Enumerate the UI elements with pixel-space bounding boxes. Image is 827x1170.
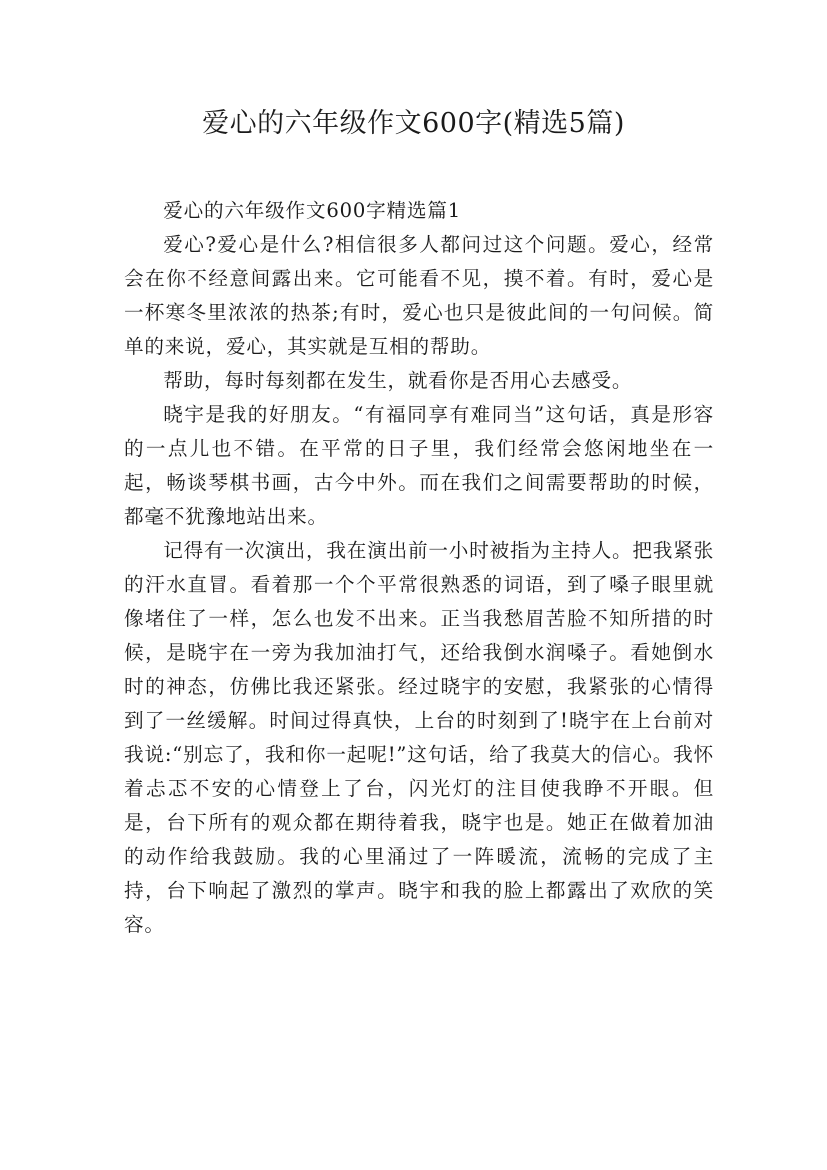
document-body (124, 194, 714, 942)
paragraph: 记得有一次演出，我在演出前一小时被指为主持人。把我紧张的汗水直冒。看着那一个个平常很熟悉的词语，到了嗓子眼里就像堵住了一样，怎么也发不出来。正当我愁眉苦脸不知所措的时候，是晓宇在一旁为我加油打气，还给我倒水润嗓子。看她倒水时的神态，仿佛比我还紧张。经过晓宇的安慰，我紧张的心情得到了一丝缓解。时间过得真快，上台的时刻到了!晓宇在上台前对我说:“别忘了，我和你一起呢!”这句话，给了我莫大的信心。我怀着忐忑不安的心情登上了台，闪光灯的注目使我睁不开眼。但是，台下所有的观众都在期待着我，晓宇也是。她正在做着加油的动作给我鼓励。我的心里涌过了一阵暖流，流畅的完成了主持，台下响起了激烈的掌声。晓宇和我的脸上都露出了欢欣的笑容。 (124, 539, 714, 936)
section-heading: 爱心的六年级作文600字精选篇1 (163, 199, 461, 222)
paragraph: 晓宇是我的好朋友。“有福同享有难同当”这句话，真是形容的一点儿也不错。在平常的日子里，我们经常会悠闲地坐在一起，畅谈琴棋书画，古今中外。而在我们之间需要帮助的时候，都毫不犹豫地站出来。 (124, 403, 714, 528)
paragraph: 帮助，每时每刻都在发生，就看你是否用心去感受。 (163, 369, 633, 392)
paragraph: 爱心?爱心是什么?相信很多人都问过这个问题。爱心，经常会在你不经意间露出来。它可能看不见，摸不着。有时，爱心是一杯寒冬里浓浓的热茶;有时，爱心也只是彼此间的一句问候。简单的来说，爱心，其实就是互相的帮助。 (124, 233, 714, 358)
document-title: 爱心的六年级作文600字(精选5篇) (202, 108, 625, 139)
